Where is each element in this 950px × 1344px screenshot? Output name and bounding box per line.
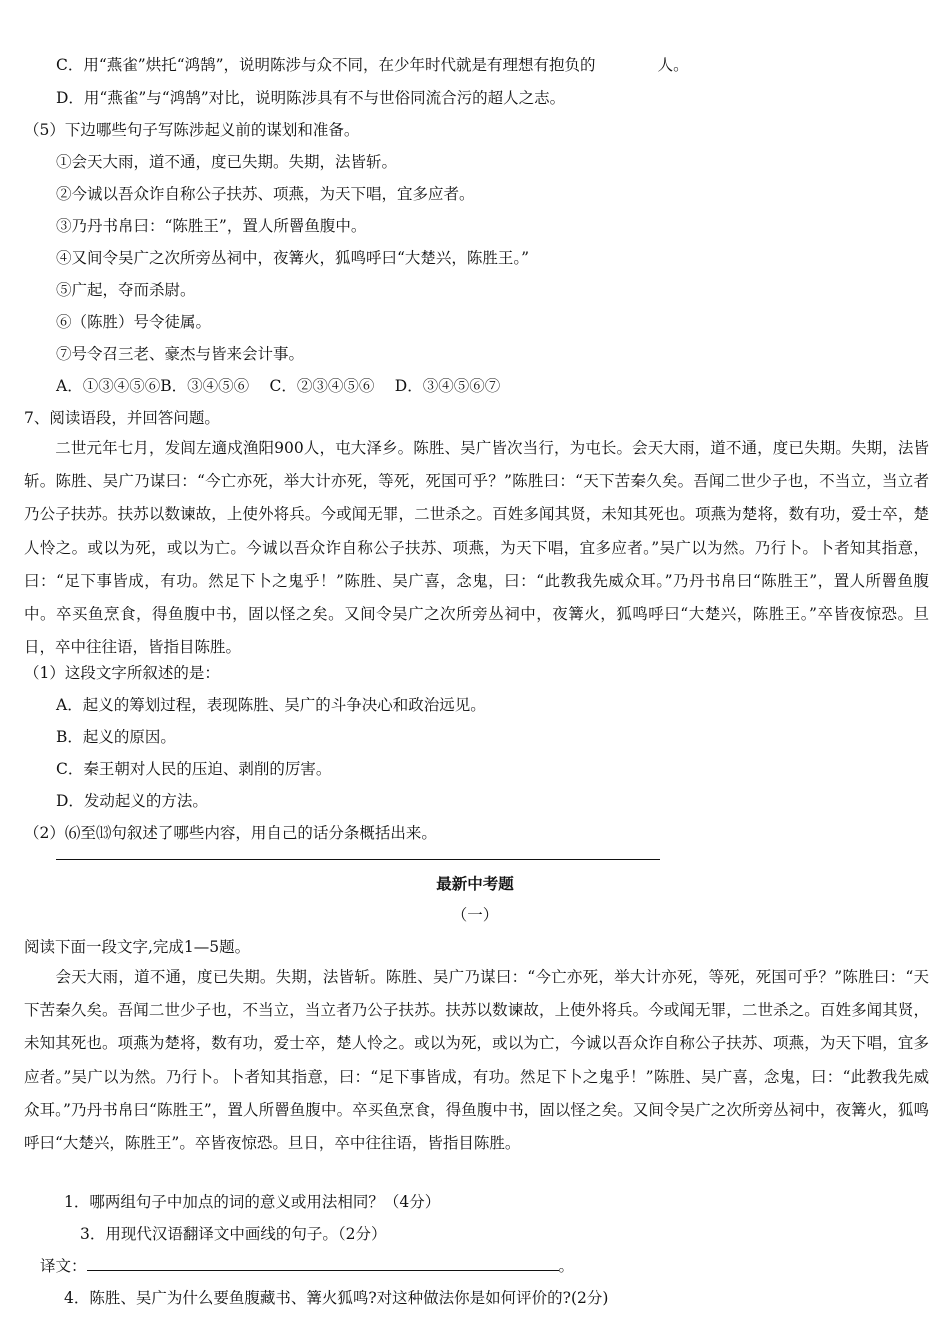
sentence-2: ②今诚以吾众诈自称公子扶苏、项燕，为天下唱，宜多应者。 — [56, 185, 475, 203]
sentence-3: ③乃丹书帛曰：“陈胜王”，置人所罾鱼腹中。 — [56, 217, 367, 235]
question-7-1: （1）这段文字所叙述的是： — [24, 664, 220, 682]
translation-label: 译文： — [40, 1257, 87, 1275]
option-c-suffix: 人。 — [657, 56, 689, 74]
question-7-2: （2）⑹至⒀句叙述了哪些内容，用自己的话分条概括出来。 — [24, 824, 437, 842]
sentence-7: ⑦号令召三老、豪杰与皆来会计事。 — [56, 345, 305, 363]
question-7-1-option-c: C．秦王朝对人民的压迫、剥削的厉害。 — [56, 760, 332, 778]
passage-1: 二世元年七月，发闾左適戍渔阳900人，屯大泽乡。陈胜、吴广皆次当行，为屯长。会天大雨，道不通，度已失期。失期，法皆斩。陈胜、吴广乃谋曰：“今亡亦死，举大计亦死，等死，死国可乎？”陈胜曰：“天下苦秦久矣。吾闻二世少子也，不当立，当立者乃公子扶苏。扶苏以数谏故，上使外将兵。今或闻无罪，二世杀之。百姓多闻其贤，未知其死也。项燕为楚将，数有功，爱士卒，楚人怜之。或以为死，或以为亡。今诚以吾众诈自称公子扶苏、项燕，为天下唱，宜多应者。”吴广以为然。乃行卜。卜者知其指意，曰：“足下事皆成，有功。然足下卜之鬼乎！”陈胜、吴广喜，念鬼，曰：“此教我先威众耳。”乃丹书帛曰“陈胜王”，置人所罾鱼腹中。卒买鱼烹食，得鱼腹中书，固以怪之矣。又间令吴广之次所旁丛祠中，夜篝火，狐鸣呼曰“大楚兴，陈胜王。”卒皆夜惊恐。旦日，卒中往往语，皆指目陈胜。 — [24, 439, 929, 657]
reading-instruction: 阅读下面一段文字,完成1—5题。 — [24, 938, 251, 956]
question-7-1-option-a: A．起义的筹划过程，表现陈胜、吴广的斗争决心和政治远见。 — [56, 696, 486, 714]
question-5: （5）下边哪些句子写陈涉起义前的谋划和准备。 — [24, 121, 360, 139]
answer-line — [56, 859, 660, 860]
sentence-4: ④又间令吴广之次所旁丛祠中，夜篝火，狐鸣呼曰“大楚兴，陈胜王。” — [56, 249, 530, 267]
section-subtitle: （一） — [451, 906, 499, 924]
question-7: 7、阅读语段，并回答问题。 — [24, 409, 220, 427]
section-title: 最新中考题 — [436, 875, 514, 893]
translation-end: 。 — [558, 1257, 575, 1275]
sentence-6: ⑥（陈胜）号令徒属。 — [56, 313, 212, 331]
q4-option-c — [56, 55, 689, 75]
translation-answer-blank[interactable] — [87, 1256, 559, 1271]
question-7-1-option-d: D．发动起义的方法。 — [56, 792, 208, 810]
q4-option-d: D．用“燕雀”与“鸿鹄”对比，说明陈涉具有不与世俗同流合污的超人之志。 — [56, 89, 566, 107]
option-c-text: C．用“燕雀”烘托“鸿鹄”，说明陈涉与众不同，在少年时代就是有理想有抱负的 — [56, 56, 596, 74]
question-5-options: A．①③④⑤⑥B．③④⑤⑥ C．②③④⑤⑥ D．③④⑤⑥⑦ — [56, 377, 501, 395]
question-7-1-option-b: B．起义的原因。 — [56, 728, 176, 746]
exam-question-3: 3．用现代汉语翻译文中画线的句子。（2分） — [80, 1225, 387, 1243]
exam-question-1: 1．哪两组句子中加点的词的意义或用法相同？（4分） — [64, 1193, 441, 1211]
passage-2: 会天大雨，道不通，度已失期。失期，法皆斩。陈胜、吴广乃谋曰：“今亡亦死，举大计亦死，等死，死国可乎？”陈胜曰：“天下苦秦久矣。吾闻二世少子也，不当立，当立者乃公子扶苏。扶苏以数谏故，上使外将兵。今或闻无罪，二世杀之。百姓多闻其贤，未知其死也。项燕为楚将，数有功，爱士卒，楚人怜之。或以为死，或以为亡，今诚以吾众诈自称公子扶苏、项燕，为天下唱，宜多应者。”吴广以为然。乃行卜。卜者知其指意，曰：“足下事皆成，有功。然足下卜之鬼乎！”陈胜、吴广喜，念鬼，曰：“此教我先威众耳。”乃丹书帛曰“陈胜王”，置人所罾鱼腹中。卒买鱼烹食，得鱼腹中书，固以怪之矣。又间令吴广之次所旁丛祠中，夜篝火，狐鸣呼曰“大楚兴，陈胜王”。卒皆夜惊恐。旦日，卒中往往语，皆指目陈胜。 — [24, 968, 929, 1153]
translation-row — [40, 1256, 574, 1276]
sentence-1: ①会天大雨，道不通，度已失期。失期，法皆斩。 — [56, 153, 398, 171]
exam-question-4: 4．陈胜、吴广为什么要鱼腹藏书、篝火狐鸣?对这种做法你是如何评价的?(2分) — [64, 1289, 609, 1307]
sentence-5: ⑤广起，夺而杀尉。 — [56, 281, 196, 299]
